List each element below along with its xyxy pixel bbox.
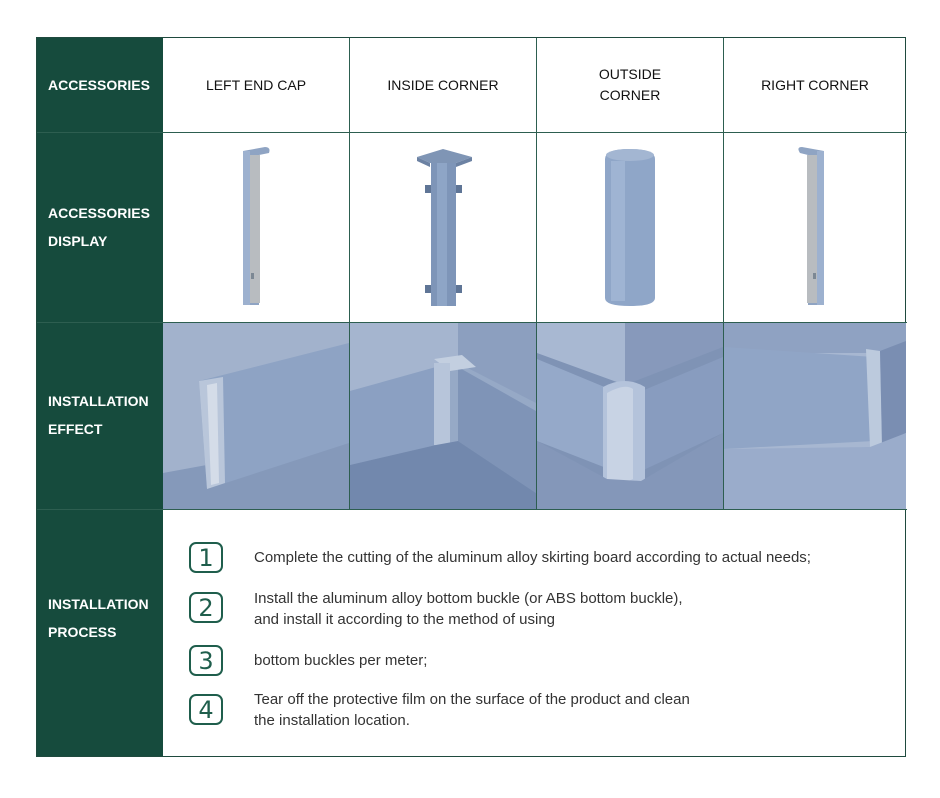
outside-corner-image	[537, 133, 723, 322]
step-text: Install the aluminum alloy bottom buckle (or ABS bottom buckle), and install it according to the method of using	[254, 590, 683, 628]
inside-corner-installation-photo	[350, 323, 536, 509]
process-step	[189, 645, 427, 676]
step-number-badge: 3	[189, 645, 223, 676]
right-corner-installation-photo	[724, 323, 906, 509]
row-label-display: ACCESSORIES DISPLAY	[48, 205, 150, 249]
inside-corner-image	[350, 133, 536, 322]
header-outside-corner: OUTSIDE CORNER	[598, 66, 662, 103]
header-left-end-cap: LEFT END CAP	[205, 76, 307, 93]
row-divider	[37, 509, 907, 510]
step-number-badge: 4	[189, 694, 223, 725]
row-label-accessories: ACCESSORIES	[48, 77, 150, 93]
outside-corner-installation-photo	[537, 323, 723, 509]
step-number-badge: 1	[189, 542, 223, 573]
row-label-process: INSTALLATION PROCESS	[48, 596, 149, 640]
left-end-cap-image	[163, 133, 349, 322]
step-text: Tear off the protective film on the surface of the product and clean the installation location.	[254, 691, 690, 729]
step-text: bottom buckles per meter;	[254, 652, 428, 669]
process-step	[189, 542, 811, 573]
process-step	[189, 592, 683, 630]
row-label-effect: INSTALLATION EFFECT	[48, 393, 149, 437]
step-text: Complete the cutting of the aluminum alloy skirting board according to actual needs;	[254, 549, 811, 566]
accessories-table	[36, 37, 906, 757]
header-right-corner: RIGHT CORNER	[761, 76, 869, 93]
right-corner-image	[724, 133, 906, 322]
process-step	[189, 691, 690, 731]
header-inside-corner: INSIDE CORNER	[387, 76, 499, 93]
step-number-badge: 2	[189, 592, 223, 623]
left-end-cap-installation-photo	[163, 323, 349, 509]
